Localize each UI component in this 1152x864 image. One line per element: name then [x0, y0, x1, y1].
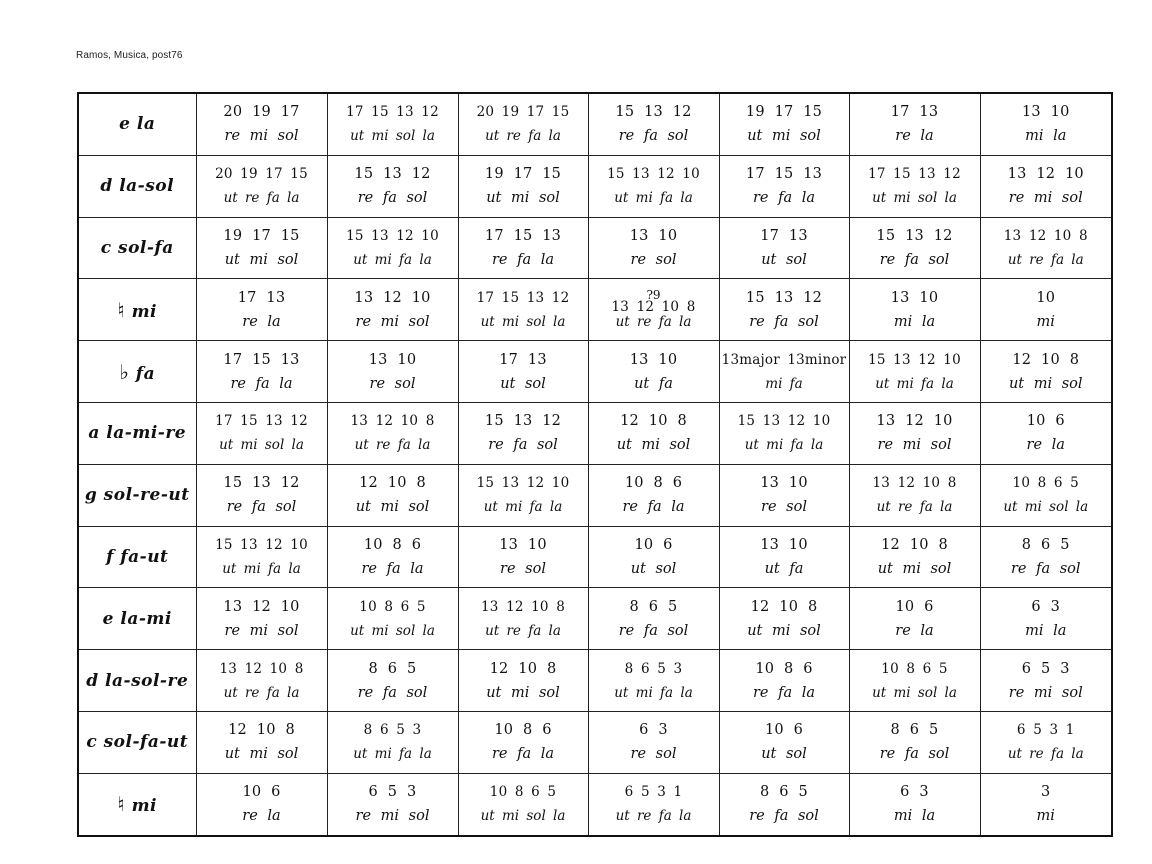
cell-numbers: 13 12 10 8 — [219, 660, 304, 677]
cell-numbers: 6 3 — [900, 784, 929, 801]
table-cell — [980, 155, 1112, 217]
cell-numbers: 12 10 8 — [228, 722, 295, 739]
cell-syllables: ut mi fa la — [614, 684, 693, 701]
cell-syllables: ut re fa la — [354, 437, 431, 454]
table-cell — [196, 402, 327, 464]
cell-numbers: 8 6 5 3 — [363, 722, 422, 739]
table-row — [78, 93, 1112, 155]
accidental-symbol: ♭ — [119, 359, 130, 384]
table-cell — [980, 341, 1112, 403]
table-cell — [849, 773, 980, 835]
cell-numbers: 15 13 12 10 — [607, 166, 700, 183]
table-cell — [849, 341, 980, 403]
cell-numbers: 8 6 5 3 — [624, 660, 683, 677]
table-cell — [588, 526, 719, 588]
cell-syllables: ut mi sol — [877, 560, 952, 577]
row-label — [78, 588, 196, 650]
row-label — [78, 93, 196, 155]
cell-numbers: 13 10 — [368, 351, 417, 368]
cell-syllables: mi — [1036, 313, 1055, 330]
table-cell — [719, 464, 849, 526]
row-label-text: a la-mi-re — [88, 423, 187, 444]
cell-numbers: 19 17 15 — [223, 227, 300, 244]
cell-numbers: 10 8 6 5 — [1012, 475, 1079, 492]
cell-syllables: ut re fa la — [485, 622, 561, 639]
cell-numbers: 13 10 — [499, 536, 547, 553]
table-cell — [980, 279, 1112, 341]
cell-syllables: ut mi sol — [355, 499, 430, 516]
solmization-table — [77, 92, 1113, 837]
cell-numbers: 10 8 6 5 — [359, 598, 426, 615]
table-cell — [458, 93, 588, 155]
cell-numbers: 13 12 10 — [223, 598, 300, 615]
cell-numbers: 8 6 5 — [890, 722, 939, 739]
table-cell — [458, 773, 588, 835]
cell-syllables: re fa la — [622, 499, 685, 516]
cell-syllables: ut re fa la — [1007, 746, 1084, 763]
table-cell — [849, 464, 980, 526]
cell-numbers: 6 5 3 — [368, 784, 417, 801]
cell-numbers: 12 10 8 — [620, 413, 687, 430]
cell-numbers: 8 6 5 — [1021, 536, 1070, 553]
cell-syllables: mi la — [1025, 128, 1067, 145]
cell-syllables: re la — [895, 622, 934, 639]
table-cell — [980, 464, 1112, 526]
row-label-text: d la-sol — [100, 176, 175, 197]
table-cell — [849, 402, 980, 464]
table-row — [78, 217, 1112, 279]
table-cell — [327, 155, 458, 217]
cell-numbers: 17 15 13 12 — [868, 166, 961, 183]
cell-numbers: 8 6 5 — [760, 784, 808, 801]
cell-numbers: 12 10 8 — [489, 660, 557, 677]
table-cell — [588, 402, 719, 464]
row-label-text: mi — [131, 301, 158, 322]
table-cell — [980, 402, 1112, 464]
cell-numbers: 10 8 6 5 — [881, 660, 948, 677]
cell-syllables: ut re fa la — [615, 313, 692, 330]
row-label — [78, 773, 196, 835]
cell-syllables: ut sol — [630, 560, 677, 577]
cell-numbers: 19 17 15 — [484, 166, 562, 183]
table-cell — [719, 155, 849, 217]
table-cell — [980, 526, 1112, 588]
cell-numbers: 12 10 8 — [750, 598, 818, 615]
cell-syllables: ut fa — [764, 560, 804, 577]
cell-syllables: re mi sol — [1008, 684, 1083, 701]
cell-numbers: 3 — [1041, 784, 1051, 801]
cell-syllables: ut re fa la — [876, 499, 953, 516]
cell-numbers: 13 12 10 8 — [1003, 227, 1088, 244]
cell-syllables: ut mi fa la — [353, 251, 432, 268]
cell-numbers: 10 8 6 — [363, 536, 422, 553]
table-cell — [196, 217, 327, 279]
cell-syllables: ut mi sol — [224, 251, 299, 268]
cell-numbers: 10 6 — [1026, 413, 1065, 430]
table-cell — [719, 341, 849, 403]
table-row — [78, 464, 1112, 526]
cell-numbers: 13 12 10 — [876, 413, 953, 430]
cell-numbers: 6 5 3 1 — [1016, 722, 1075, 739]
table-cell — [327, 93, 458, 155]
table-cell — [719, 650, 849, 712]
cell-syllables: re fa sol — [879, 746, 950, 763]
cell-syllables: re fa la — [491, 251, 555, 268]
table-cell — [458, 279, 588, 341]
table-cell — [327, 217, 458, 279]
row-label-text: c sol-fa-ut — [86, 732, 189, 753]
cell-syllables: ut mi sol la — [872, 190, 957, 207]
cell-numbers: 17 15 13 — [484, 227, 562, 244]
cell-syllables: ut mi fa la — [744, 437, 824, 454]
table-cell — [327, 464, 458, 526]
row-label — [78, 650, 196, 712]
table-cell — [196, 526, 327, 588]
cell-numbers: 10 6 — [895, 598, 934, 615]
table-cell — [458, 526, 588, 588]
table-cell — [327, 711, 458, 773]
row-label — [78, 402, 196, 464]
cell-numbers: 13 10 — [760, 475, 808, 492]
cell-numbers: 17 15 13 12 — [215, 413, 308, 430]
cell-numbers: 13 10 — [760, 536, 808, 553]
row-label-text: f fa-ut — [106, 546, 169, 567]
table-cell — [327, 402, 458, 464]
row-label-text: mi — [131, 796, 158, 817]
cell-numbers: 15 13 12 10 — [346, 227, 439, 244]
table-cell — [458, 155, 588, 217]
table-cell — [588, 588, 719, 650]
table-cell — [849, 279, 980, 341]
table-cell — [719, 279, 849, 341]
table-cell — [980, 217, 1112, 279]
table-cell — [849, 93, 980, 155]
table-cell — [588, 217, 719, 279]
cell-syllables: re mi sol — [1008, 190, 1083, 207]
cell-syllables: re mi sol — [224, 622, 299, 639]
table-cell — [458, 650, 588, 712]
cell-numbers: 17 15 13 — [745, 166, 823, 183]
cell-numbers: 17 15 13 — [223, 351, 300, 368]
cell-numbers: 17 15 13 12 — [476, 289, 570, 306]
cell-numbers: 12 10 8 — [359, 475, 426, 492]
cell-syllables: ut re fa la — [223, 190, 300, 207]
table-cell — [588, 711, 719, 773]
cell-numbers: 20 19 17 — [223, 104, 300, 121]
cell-syllables: re fa sol — [749, 808, 819, 825]
cell-syllables: ut fa — [634, 375, 673, 392]
cell-syllables: ut mi fa la — [353, 746, 432, 763]
cell-numbers: 10 6 — [634, 536, 673, 553]
cell-numbers: 20 19 17 15 — [476, 104, 570, 121]
cell-numbers: 12 10 8 — [881, 536, 948, 553]
table-cell — [849, 217, 980, 279]
row-label — [78, 279, 196, 341]
cell-numbers: 10 8 6 — [755, 660, 813, 677]
cell-numbers: 6 5 3 — [1021, 660, 1070, 677]
cell-syllables: mi la — [1025, 622, 1067, 639]
cell-syllables: mi la — [893, 313, 936, 330]
cell-numbers: 15 13 12 10 — [868, 351, 961, 368]
table-row — [78, 773, 1112, 835]
cell-syllables: re fa la — [491, 746, 555, 763]
cell-syllables: ut mi sol la — [350, 622, 435, 639]
cell-numbers: 17 13 — [499, 351, 547, 368]
cell-syllables: ut mi sol la — [872, 684, 957, 701]
cell-numbers: 6 3 — [639, 722, 668, 739]
table-cell — [849, 526, 980, 588]
table-cell — [196, 93, 327, 155]
cell-syllables: re fa sol — [749, 313, 819, 330]
cell-numbers: 10 8 6 — [494, 722, 552, 739]
cell-syllables: ut mi fa la — [875, 375, 954, 392]
table-row — [78, 155, 1112, 217]
cell-syllables: re fa la — [752, 684, 816, 701]
cell-numbers: 15 13 12 — [354, 166, 431, 183]
cell-numbers: 15 13 12 10 — [215, 536, 308, 553]
cell-numbers: 20 19 17 15 — [215, 166, 308, 183]
cell-numbers: 15 13 12 — [484, 413, 562, 430]
table-cell — [327, 650, 458, 712]
cell-syllables: re la — [895, 128, 934, 145]
table-cell — [458, 711, 588, 773]
cell-syllables: ut mi sol — [224, 746, 299, 763]
cell-numbers: 6 3 — [1031, 598, 1061, 615]
cell-numbers: 13 10 — [629, 351, 678, 368]
cell-numbers: 13 12 10 8 — [481, 598, 565, 615]
cell-numbers: 15 13 12 — [876, 227, 953, 244]
cell-syllables: ut mi sol — [616, 437, 691, 454]
cell-numbers: 10 6 — [242, 784, 281, 801]
table-cell — [849, 588, 980, 650]
cell-numbers: 8 6 5 — [629, 598, 678, 615]
row-label-text: c sol-fa — [100, 237, 174, 258]
table-row — [78, 279, 1112, 341]
row-label — [78, 711, 196, 773]
table-cell — [327, 341, 458, 403]
table-cell — [719, 217, 849, 279]
cell-syllables: ut sol — [761, 251, 807, 268]
table-cell — [196, 279, 327, 341]
cell-numbers: 8 6 5 — [368, 660, 417, 677]
cell-numbers: 13 10 — [629, 227, 678, 244]
table-row — [78, 526, 1112, 588]
cell-numbers: 13 12 10 8 — [611, 298, 696, 315]
table-cell — [719, 588, 849, 650]
cell-syllables: re fa sol — [357, 684, 428, 701]
table-cell — [980, 588, 1112, 650]
table-cell — [196, 155, 327, 217]
cell-syllables: ut mi sol la — [480, 313, 566, 330]
cell-syllables: re la — [242, 313, 281, 330]
cell-numbers: 17 13 — [760, 227, 808, 244]
table-cell — [458, 341, 588, 403]
cell-syllables: re fa sol — [1010, 560, 1081, 577]
cell-syllables: re fa sol — [618, 622, 689, 639]
cell-numbers: 13major 13minor — [721, 351, 847, 368]
table-cell — [980, 711, 1112, 773]
table-row — [78, 341, 1112, 403]
row-label — [78, 464, 196, 526]
cell-syllables: re mi sol — [224, 128, 299, 145]
cell-numbers: 19 17 15 — [745, 104, 823, 121]
cell-syllables: re fa la — [230, 375, 293, 392]
cell-syllables: ut sol — [500, 375, 546, 392]
row-label — [78, 341, 196, 403]
cell-syllables: ut re fa la — [1007, 251, 1084, 268]
cell-syllables: ut re fa la — [223, 684, 300, 701]
table-row — [78, 402, 1112, 464]
table-cell — [196, 588, 327, 650]
cell-syllables: re la — [242, 808, 281, 825]
cell-syllables: re sol — [761, 499, 807, 516]
cell-numbers: 17 15 13 12 — [346, 104, 439, 121]
cell-syllables: re fa sol — [618, 128, 689, 145]
cell-syllables: ut mi sol — [486, 190, 560, 207]
cell-numbers: 15 13 12 10 — [476, 475, 570, 492]
cell-syllables: re sol — [500, 560, 546, 577]
cell-syllables: ut mi sol — [747, 622, 821, 639]
cell-syllables: re mi sol — [355, 808, 430, 825]
table-cell — [458, 402, 588, 464]
table-cell — [719, 526, 849, 588]
cell-numbers: 12 10 8 — [1012, 351, 1080, 368]
cell-numbers: 10 6 — [764, 722, 804, 739]
cell-syllables: ut mi sol la — [1003, 499, 1089, 516]
cell-numbers: 13 12 10 8 — [350, 413, 435, 430]
cell-syllables: re sol — [630, 746, 677, 763]
cell-syllables: re mi sol — [355, 313, 430, 330]
table-cell — [327, 279, 458, 341]
cell-numbers: 17 13 — [237, 289, 286, 306]
cell-numbers: 10 8 6 — [624, 475, 683, 492]
table-cell — [196, 711, 327, 773]
cell-syllables: re fa sol — [226, 499, 297, 516]
cell-syllables: ut mi sol — [747, 128, 821, 145]
row-label — [78, 217, 196, 279]
cell-numbers: 15 13 12 10 — [737, 413, 831, 430]
table-cell — [980, 773, 1112, 835]
table-cell — [327, 588, 458, 650]
cell-numbers: 10 8 6 5 — [489, 784, 557, 801]
cell-syllables: re sol — [369, 375, 416, 392]
table-cell — [588, 650, 719, 712]
row-label — [78, 526, 196, 588]
cell-syllables: re sol — [630, 251, 677, 268]
accidental-symbol: ♮ — [117, 297, 126, 322]
table-cell — [196, 650, 327, 712]
table-cell — [980, 93, 1112, 155]
cell-numbers: 17 13 — [890, 104, 939, 121]
cell-syllables: re fa sol — [488, 437, 558, 454]
table-cell — [588, 341, 719, 403]
table-cell — [980, 650, 1112, 712]
table-cell — [588, 773, 719, 835]
cell-syllables: ut mi sol — [1008, 375, 1083, 392]
table-cell — [196, 341, 327, 403]
cell-syllables: ut mi fa la — [614, 190, 693, 207]
cell-numbers: 13 12 10 — [354, 289, 431, 306]
table-cell — [196, 773, 327, 835]
row-label — [78, 155, 196, 217]
cell-numbers: 13 12 10 8 — [872, 475, 957, 492]
cell-syllables: ut mi sol la — [219, 437, 304, 454]
table-cell — [458, 217, 588, 279]
cell-syllables: re fa sol — [357, 190, 428, 207]
table-cell — [588, 155, 719, 217]
cell-syllables: mi la — [893, 808, 936, 825]
cell-numbers: 6 5 3 1 — [624, 784, 683, 801]
table-cell — [849, 155, 980, 217]
cell-numbers: 15 13 12 — [615, 104, 692, 121]
table-cell — [719, 773, 849, 835]
cell-syllables: ut mi sol la — [350, 128, 435, 145]
cell-numbers: 10 — [1036, 289, 1056, 306]
row-label-text: e la-mi — [102, 608, 172, 629]
table-cell — [458, 588, 588, 650]
table-body — [78, 93, 1112, 836]
table-cell — [719, 711, 849, 773]
table-cell — [849, 650, 980, 712]
cell-numbers: 15 13 12 — [223, 475, 300, 492]
cell-syllables: ut mi fa la — [222, 560, 301, 577]
cell-syllables: ut sol — [761, 746, 807, 763]
cell-syllables: re fa la — [752, 190, 816, 207]
cell-syllables: re la — [1026, 437, 1065, 454]
cell-numbers: 13 10 — [890, 289, 939, 306]
accidental-symbol: ♮ — [117, 792, 126, 817]
row-label-text: g sol-re-ut — [84, 485, 190, 506]
cell-syllables: re fa la — [361, 560, 424, 577]
table-row — [78, 711, 1112, 773]
table-cell — [588, 279, 719, 341]
cell-syllables: ut mi sol — [486, 684, 560, 701]
cell-syllables: ut re fa la — [485, 128, 561, 145]
cell-syllables: mi — [1036, 808, 1055, 825]
cell-syllables: re mi sol — [877, 437, 952, 454]
cell-numbers: 13 12 10 — [1007, 166, 1084, 183]
table-row — [78, 650, 1112, 712]
table-cell — [719, 93, 849, 155]
table-cell — [327, 773, 458, 835]
table-cell — [719, 402, 849, 464]
row-label-text: fa — [135, 363, 156, 384]
table-cell — [327, 526, 458, 588]
row-label-text: e la — [119, 114, 156, 135]
cell-syllables: re fa sol — [879, 251, 950, 268]
table-cell — [196, 464, 327, 526]
cell-numbers: 13 10 — [1021, 104, 1070, 121]
table-row — [78, 588, 1112, 650]
cell-syllables: ut mi sol la — [480, 808, 566, 825]
table-cell — [588, 93, 719, 155]
cell-syllables: ut re fa la — [615, 808, 692, 825]
table-cell — [458, 464, 588, 526]
page-caption: Ramos, Musica, post76 — [76, 50, 183, 61]
cell-syllables: mi fa — [765, 375, 803, 392]
row-label-text: d la-sol-re — [86, 670, 189, 691]
cell-syllables: ut mi fa la — [483, 499, 563, 516]
table-cell — [588, 464, 719, 526]
table-cell — [849, 711, 980, 773]
cell-numbers: 15 13 12 — [745, 289, 823, 306]
cell-annotation: ?9 — [646, 287, 661, 302]
